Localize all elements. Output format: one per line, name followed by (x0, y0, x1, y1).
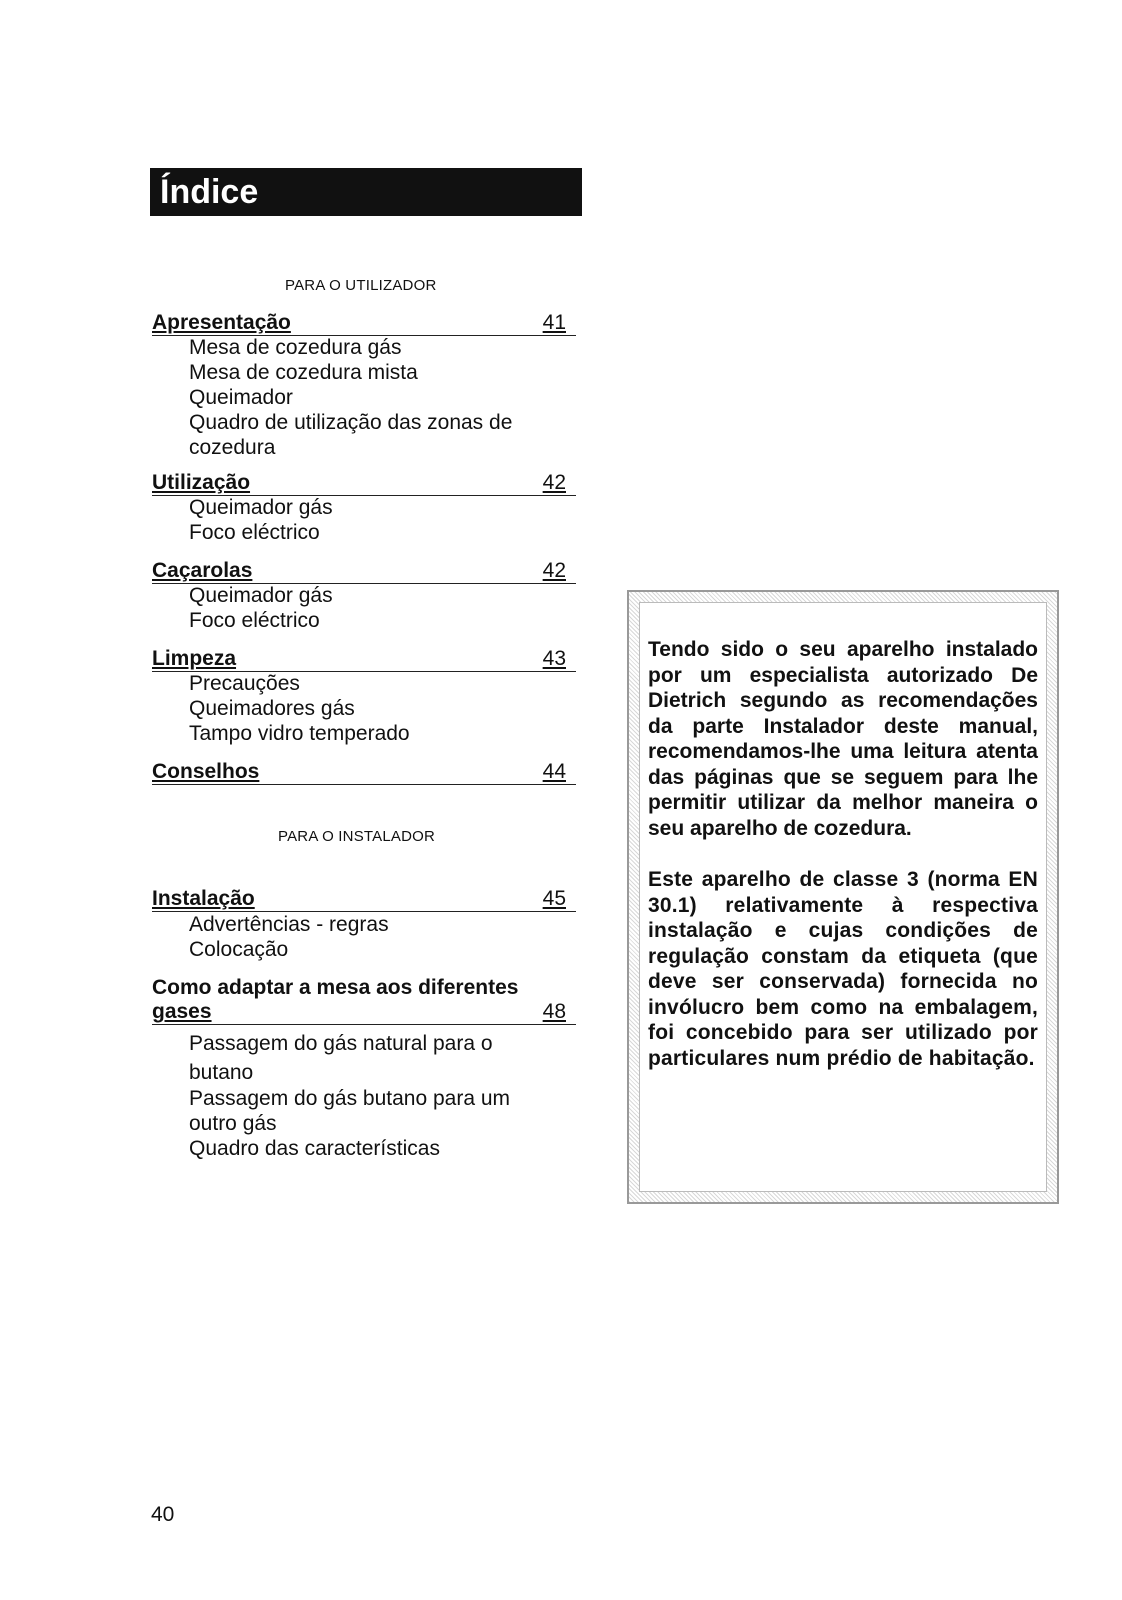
info-box-inner (639, 602, 1047, 1192)
toc-heading-title: gases (152, 1000, 212, 1023)
toc-item[interactable]: Tampo vidro temperado (189, 722, 410, 745)
toc-item[interactable]: Foco eléctrico (189, 521, 320, 544)
toc-item[interactable]: Advertências - regras (189, 913, 389, 936)
toc-item[interactable]: Mesa de cozedura gás (189, 336, 402, 359)
toc-page-number: 43 (542, 647, 566, 670)
toc-item[interactable]: Queimador (189, 386, 293, 409)
toc-page-number: 48 (542, 1000, 566, 1023)
page-title: Índice (150, 168, 582, 216)
toc-page-number: 42 (542, 471, 566, 494)
info-paragraph-1: Tendo sido o seu aparelho instalado por um especialista autorizado De Dietrich segundo as recomendações da parte Instalador deste manual, recomendamos-lhe uma leitura atenta das páginas que se seguem para lhe permitir utilizar da melhor maneira o seu aparelho de cozedura. (648, 638, 1038, 840)
toc-item[interactable]: outro gás (189, 1112, 277, 1135)
toc-page-number: 42 (542, 559, 566, 582)
toc-heading-adaptar[interactable] (152, 1000, 576, 1025)
toc-item[interactable]: butano (189, 1061, 254, 1084)
toc-page-number: 44 (542, 760, 566, 783)
toc-heading-conselhos[interactable] (152, 760, 576, 785)
info-box (627, 590, 1059, 1204)
toc-heading-title: Apresentação (152, 311, 291, 334)
toc-heading-limpeza[interactable] (152, 647, 576, 672)
toc-heading-title: Conselhos (152, 760, 260, 783)
toc-heading-title: Utilização (152, 471, 251, 494)
toc-item[interactable]: cozedura (189, 436, 276, 459)
toc-item[interactable]: Queimador gás (189, 496, 333, 519)
toc-item[interactable]: Queimadores gás (189, 697, 355, 720)
toc-page-number: 45 (542, 887, 566, 910)
user-section-label: PARA O UTILIZADOR (285, 277, 437, 294)
toc-page-number: 41 (542, 311, 566, 334)
toc-heading-instalacao[interactable] (152, 887, 576, 912)
toc-item[interactable]: Quadro das características (189, 1137, 440, 1160)
toc-item[interactable]: Mesa de cozedura mista (189, 361, 418, 384)
info-paragraph-2: Este aparelho de classe 3 (norma EN 30.1) relativamente à respectiva instalação e cujas condições de regulação constam da etiqueta (que deve ser conservada) fornecida no invólucro bem como na embalagem, foi concebido para ser utilizado por particulares num prédio de habitação. (648, 868, 1038, 1070)
toc-heading-title: Caçarolas (152, 559, 253, 582)
toc-heading-cacarolas[interactable] (152, 559, 576, 584)
installer-section-label: PARA O INSTALADOR (278, 828, 436, 845)
toc-heading-apresentacao[interactable] (152, 311, 576, 336)
toc-heading-adaptar-line1[interactable]: Como adaptar a mesa aos diferentes (152, 976, 519, 999)
toc-item[interactable]: Quadro de utilização das zonas de (189, 411, 513, 434)
page-number: 40 (151, 1503, 175, 1526)
toc-item[interactable]: Colocação (189, 938, 289, 961)
toc-item[interactable]: Foco eléctrico (189, 609, 320, 632)
toc-heading-title: Limpeza (152, 647, 237, 670)
toc-item[interactable]: Queimador gás (189, 584, 333, 607)
toc-item[interactable]: Passagem do gás butano para um (189, 1087, 511, 1110)
toc-item[interactable]: Passagem do gás natural para o (189, 1032, 493, 1055)
toc-item[interactable]: Precauções (189, 672, 300, 695)
toc-heading-title: Instalação (152, 887, 255, 910)
toc-heading-utilizacao[interactable] (152, 471, 576, 496)
